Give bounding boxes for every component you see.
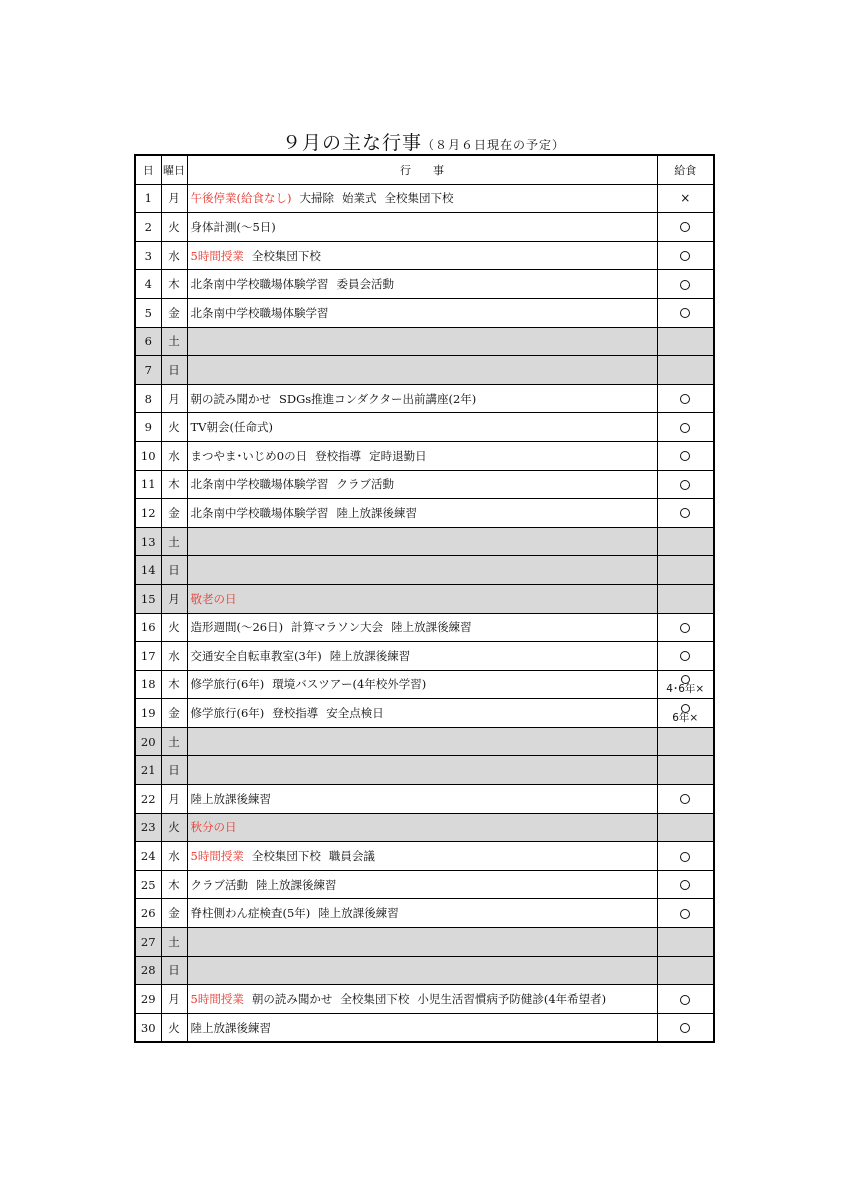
day-cell: 14 bbox=[135, 556, 161, 585]
lunch-cell bbox=[657, 813, 714, 842]
lunch-cell bbox=[657, 499, 714, 528]
event-item: 北条南中学校職場体験学習 bbox=[190, 305, 329, 320]
lunch-yes-mark bbox=[680, 222, 690, 232]
table-row bbox=[135, 499, 714, 528]
weekday-cell: 火 bbox=[161, 1013, 187, 1042]
day-cell: 2 bbox=[135, 213, 161, 242]
event-item: 敬老の日 bbox=[190, 591, 237, 606]
table-row bbox=[135, 670, 714, 699]
event-cell bbox=[187, 670, 657, 699]
day-cell: 21 bbox=[135, 756, 161, 785]
event-cell bbox=[187, 356, 657, 385]
weekday-cell: 水 bbox=[161, 842, 187, 871]
title-sub: （８月６日現在の予定） bbox=[422, 138, 566, 152]
event-cell bbox=[187, 413, 657, 442]
table-row bbox=[135, 699, 714, 728]
lunch-cell bbox=[657, 356, 714, 385]
lunch-cell bbox=[657, 184, 714, 213]
table-row bbox=[135, 270, 714, 299]
lunch-yes-mark bbox=[680, 880, 690, 890]
lunch-cell bbox=[657, 441, 714, 470]
event-cell bbox=[187, 613, 657, 642]
table-row bbox=[135, 956, 714, 985]
table-row bbox=[135, 441, 714, 470]
lunch-cell bbox=[657, 298, 714, 327]
day-cell: 24 bbox=[135, 842, 161, 871]
event-item: SDGs推進コンダクター出前講座(2年) bbox=[279, 391, 477, 406]
event-cell bbox=[187, 1013, 657, 1042]
event-item: クラブ活動 bbox=[336, 477, 394, 492]
weekday-cell: 木 bbox=[161, 670, 187, 699]
event-cell bbox=[187, 327, 657, 356]
event-item: 全校集団下校 bbox=[251, 849, 321, 864]
day-cell: 28 bbox=[135, 956, 161, 985]
day-cell: 15 bbox=[135, 584, 161, 613]
table-row bbox=[135, 985, 714, 1014]
lunch-cell bbox=[657, 670, 714, 699]
day-cell: 10 bbox=[135, 441, 161, 470]
weekday-cell: 火 bbox=[161, 213, 187, 242]
lunch-yes-mark bbox=[680, 909, 690, 919]
lunch-cell bbox=[657, 527, 714, 556]
day-cell: 4 bbox=[135, 270, 161, 299]
lunch-cell bbox=[657, 470, 714, 499]
event-item: 午後停業(給食なし) bbox=[190, 191, 292, 206]
table-row bbox=[135, 727, 714, 756]
weekday-cell: 日 bbox=[161, 556, 187, 585]
lunch-yes-mark bbox=[680, 451, 690, 461]
event-cell bbox=[187, 270, 657, 299]
lunch-cell bbox=[657, 699, 714, 728]
table-row bbox=[135, 356, 714, 385]
weekday-cell: 火 bbox=[161, 613, 187, 642]
table-row bbox=[135, 870, 714, 899]
weekday-cell: 土 bbox=[161, 527, 187, 556]
table-row bbox=[135, 470, 714, 499]
lunch-cell bbox=[657, 327, 714, 356]
day-cell: 27 bbox=[135, 928, 161, 957]
day-cell: 16 bbox=[135, 613, 161, 642]
table-row bbox=[135, 213, 714, 242]
event-item: 職員会議 bbox=[328, 849, 375, 864]
day-cell: 26 bbox=[135, 899, 161, 928]
weekday-cell: 土 bbox=[161, 727, 187, 756]
lunch-cell bbox=[657, 956, 714, 985]
event-item: 陸上放課後練習 bbox=[190, 1020, 271, 1035]
table-row bbox=[135, 756, 714, 785]
weekday-cell: 火 bbox=[161, 813, 187, 842]
event-cell bbox=[187, 441, 657, 470]
table-row bbox=[135, 842, 714, 871]
table-row bbox=[135, 1013, 714, 1042]
event-cell bbox=[187, 213, 657, 242]
event-cell bbox=[187, 785, 657, 814]
lunch-cell bbox=[657, 241, 714, 270]
title-main: ９月の主な行事 bbox=[281, 132, 422, 154]
lunch-yes-mark bbox=[680, 480, 690, 490]
lunch-yes-mark bbox=[680, 623, 690, 633]
lunch-note: 6年× bbox=[672, 712, 699, 725]
event-cell bbox=[187, 813, 657, 842]
header-lunch: 給食 bbox=[657, 155, 714, 184]
event-cell bbox=[187, 241, 657, 270]
event-item: 北条南中学校職場体験学習 bbox=[190, 277, 329, 292]
table-row bbox=[135, 613, 714, 642]
event-item: 修学旅行(6年) bbox=[190, 706, 265, 721]
day-cell: 11 bbox=[135, 470, 161, 499]
lunch-yes-mark bbox=[680, 251, 690, 261]
lunch-cell bbox=[657, 727, 714, 756]
day-cell: 19 bbox=[135, 699, 161, 728]
weekday-cell: 金 bbox=[161, 499, 187, 528]
lunch-yes-mark bbox=[680, 508, 690, 518]
event-item: 小児生活習慣病予防健診(4年希望者) bbox=[417, 992, 607, 1007]
event-cell bbox=[187, 470, 657, 499]
lunch-cell bbox=[657, 842, 714, 871]
table-row bbox=[135, 899, 714, 928]
event-item: 北条南中学校職場体験学習 bbox=[190, 505, 329, 520]
lunch-cell bbox=[657, 785, 714, 814]
event-item: 登校指導 bbox=[272, 706, 319, 721]
event-item: 陸上放課後練習 bbox=[256, 877, 337, 892]
day-cell: 30 bbox=[135, 1013, 161, 1042]
schedule-body bbox=[135, 184, 714, 1042]
day-cell: 6 bbox=[135, 327, 161, 356]
event-item: 5時間授業 bbox=[190, 248, 244, 263]
event-item: 5時間授業 bbox=[190, 849, 244, 864]
day-cell: 12 bbox=[135, 499, 161, 528]
event-item: 秋分の日 bbox=[190, 820, 237, 835]
weekday-cell: 日 bbox=[161, 956, 187, 985]
weekday-cell: 金 bbox=[161, 298, 187, 327]
day-cell: 3 bbox=[135, 241, 161, 270]
day-cell: 29 bbox=[135, 985, 161, 1014]
day-cell: 17 bbox=[135, 642, 161, 671]
event-cell bbox=[187, 298, 657, 327]
weekday-cell: 日 bbox=[161, 356, 187, 385]
event-item: 修学旅行(6年) bbox=[190, 677, 265, 692]
day-cell: 7 bbox=[135, 356, 161, 385]
event-item: 大掃除 bbox=[299, 191, 334, 206]
event-item: 環境バスツアー(4年校外学習) bbox=[272, 677, 427, 692]
event-cell bbox=[187, 527, 657, 556]
weekday-cell: 水 bbox=[161, 241, 187, 270]
day-cell: 1 bbox=[135, 184, 161, 213]
lunch-cell bbox=[657, 384, 714, 413]
lunch-cell bbox=[657, 613, 714, 642]
event-item: 朝の読み聞かせ bbox=[251, 992, 333, 1007]
table-row bbox=[135, 241, 714, 270]
event-item: 陸上放課後練習 bbox=[391, 620, 472, 635]
lunch-cell bbox=[657, 270, 714, 299]
weekday-cell: 金 bbox=[161, 699, 187, 728]
weekday-cell: 木 bbox=[161, 470, 187, 499]
event-cell bbox=[187, 928, 657, 957]
event-item: 5時間授業 bbox=[190, 992, 244, 1007]
day-cell: 20 bbox=[135, 727, 161, 756]
lunch-yes-mark bbox=[680, 852, 690, 862]
event-item: 定時退勤日 bbox=[369, 448, 427, 463]
event-item: 計算マラソン大会 bbox=[291, 620, 384, 635]
lunch-cell bbox=[657, 556, 714, 585]
weekday-cell: 日 bbox=[161, 756, 187, 785]
table-row bbox=[135, 584, 714, 613]
event-cell bbox=[187, 842, 657, 871]
lunch-cell bbox=[657, 928, 714, 957]
lunch-cell bbox=[657, 213, 714, 242]
table-row bbox=[135, 556, 714, 585]
event-item: 脊柱側わん症検査(5年) bbox=[190, 906, 311, 921]
weekday-cell: 土 bbox=[161, 928, 187, 957]
weekday-cell: 月 bbox=[161, 184, 187, 213]
event-item: 委員会活動 bbox=[336, 277, 394, 292]
weekday-cell: 水 bbox=[161, 642, 187, 671]
event-item: まつやま･いじめ0の日 bbox=[190, 448, 308, 463]
event-item: 陸上放課後練習 bbox=[318, 906, 399, 921]
day-cell: 18 bbox=[135, 670, 161, 699]
weekday-cell: 月 bbox=[161, 384, 187, 413]
header-row bbox=[135, 155, 714, 184]
event-item: 北条南中学校職場体験学習 bbox=[190, 477, 329, 492]
event-item: TV朝会(任命式) bbox=[190, 420, 273, 435]
table-row bbox=[135, 298, 714, 327]
page-title bbox=[134, 128, 713, 155]
lunch-yes-mark bbox=[680, 280, 690, 290]
lunch-cell bbox=[657, 584, 714, 613]
weekday-cell: 木 bbox=[161, 270, 187, 299]
lunch-yes-mark bbox=[680, 423, 690, 433]
weekday-cell: 金 bbox=[161, 899, 187, 928]
lunch-yes-mark bbox=[680, 308, 690, 318]
header-event: 行 事 bbox=[187, 155, 657, 184]
lunch-yes-mark bbox=[680, 794, 690, 804]
event-item: 朝の読み聞かせ bbox=[190, 391, 271, 406]
event-cell bbox=[187, 384, 657, 413]
event-item: 登校指導 bbox=[315, 448, 362, 463]
table-row bbox=[135, 327, 714, 356]
weekday-cell: 木 bbox=[161, 870, 187, 899]
lunch-yes-mark bbox=[680, 1023, 690, 1033]
header-day: 日 bbox=[135, 155, 161, 184]
day-cell: 22 bbox=[135, 785, 161, 814]
lunch-cell bbox=[657, 413, 714, 442]
weekday-cell: 水 bbox=[161, 441, 187, 470]
lunch-yes-mark bbox=[680, 394, 690, 404]
weekday-cell: 土 bbox=[161, 327, 187, 356]
day-cell: 25 bbox=[135, 870, 161, 899]
lunch-note: 4･6年× bbox=[666, 683, 705, 696]
table-row bbox=[135, 184, 714, 213]
day-cell: 23 bbox=[135, 813, 161, 842]
table-row bbox=[135, 642, 714, 671]
table-row bbox=[135, 785, 714, 814]
event-item: 身体計測(～5日) bbox=[190, 219, 276, 234]
day-cell: 5 bbox=[135, 298, 161, 327]
lunch-no-mark: × bbox=[680, 191, 691, 206]
event-item: 陸上放課後練習 bbox=[336, 505, 417, 520]
event-cell bbox=[187, 985, 657, 1014]
event-item: 交通安全自転車教室(3年) bbox=[190, 648, 322, 663]
header-dow: 曜日 bbox=[161, 155, 187, 184]
event-item: 全校集団下校 bbox=[251, 248, 321, 263]
event-cell bbox=[187, 899, 657, 928]
event-item: 陸上放課後練習 bbox=[329, 648, 411, 663]
lunch-cell bbox=[657, 899, 714, 928]
day-cell: 8 bbox=[135, 384, 161, 413]
table-row bbox=[135, 384, 714, 413]
weekday-cell: 月 bbox=[161, 584, 187, 613]
event-item: 全校集団下校 bbox=[340, 992, 410, 1007]
event-item: 造形週間(～26日) bbox=[190, 620, 284, 635]
lunch-cell bbox=[657, 756, 714, 785]
lunch-cell bbox=[657, 1013, 714, 1042]
table-row bbox=[135, 527, 714, 556]
weekday-cell: 火 bbox=[161, 413, 187, 442]
event-cell bbox=[187, 584, 657, 613]
weekday-cell: 月 bbox=[161, 985, 187, 1014]
event-cell bbox=[187, 756, 657, 785]
event-cell bbox=[187, 956, 657, 985]
event-cell bbox=[187, 870, 657, 899]
event-cell bbox=[187, 727, 657, 756]
event-cell bbox=[187, 699, 657, 728]
event-item: 全校集団下校 bbox=[384, 191, 454, 206]
day-cell: 9 bbox=[135, 413, 161, 442]
event-item: 始業式 bbox=[341, 191, 377, 206]
event-item: 安全点検日 bbox=[326, 706, 384, 721]
lunch-cell bbox=[657, 870, 714, 899]
lunch-cell bbox=[657, 642, 714, 671]
day-cell: 13 bbox=[135, 527, 161, 556]
table-row bbox=[135, 928, 714, 957]
schedule-table bbox=[134, 154, 715, 1043]
weekday-cell: 月 bbox=[161, 785, 187, 814]
event-cell bbox=[187, 642, 657, 671]
lunch-yes-mark bbox=[680, 651, 690, 661]
lunch-cell bbox=[657, 985, 714, 1014]
event-cell bbox=[187, 499, 657, 528]
event-cell bbox=[187, 556, 657, 585]
event-cell bbox=[187, 184, 657, 213]
table-row bbox=[135, 813, 714, 842]
event-item: 陸上放課後練習 bbox=[190, 791, 271, 806]
event-item: クラブ活動 bbox=[190, 877, 248, 892]
lunch-yes-mark bbox=[680, 995, 690, 1005]
table-row bbox=[135, 413, 714, 442]
